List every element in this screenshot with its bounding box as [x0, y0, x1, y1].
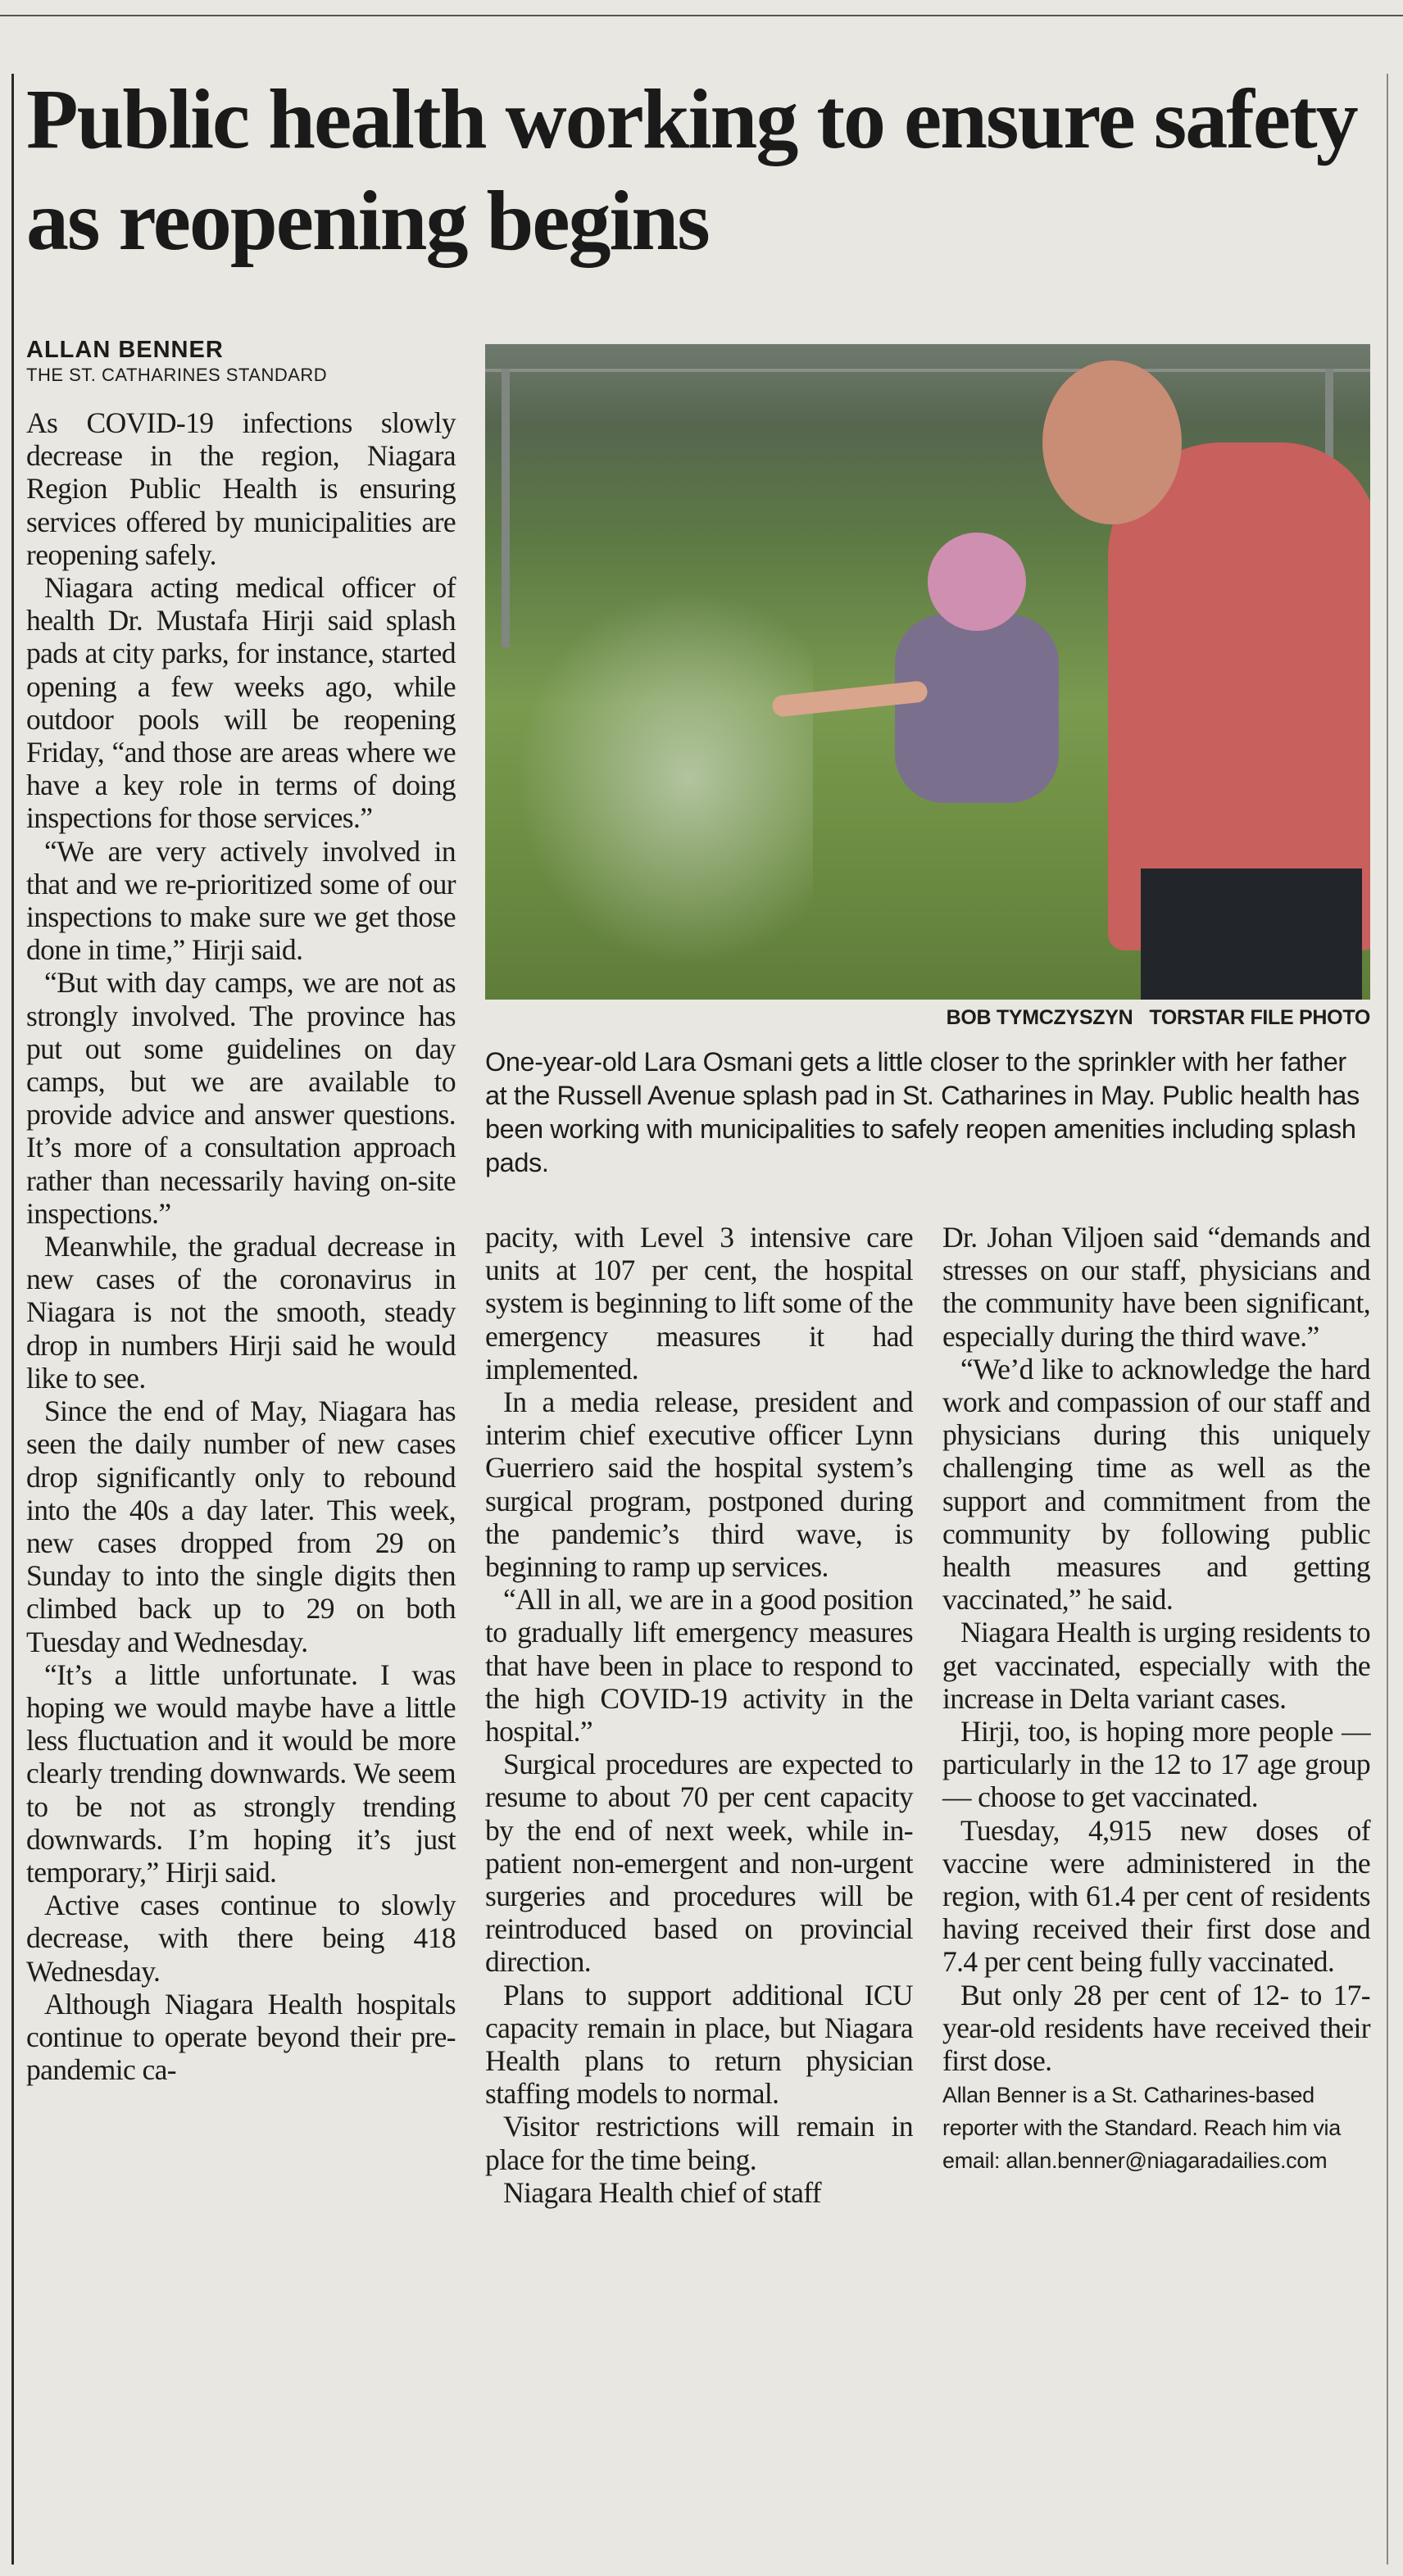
article-column-2	[485, 1221, 913, 2209]
article-paragraph: “All in all, we are in a good position to gradually lift emergency measures that have been in place to respond to the high COVID-19 activity in the hospital.”	[485, 1583, 913, 1748]
article-paragraph: Although Niagara Health hospitals continue to operate beyond their pre-pandemic ca-	[26, 1987, 456, 2087]
article-paragraph: Plans to support additional ICU capacity remain in place, but Niagara Health plans to return physician staffing models to normal.	[485, 1978, 913, 2111]
article-paragraph: Niagara acting medical officer of health Dr. Mustafa Hirji said splash pads at city parks, for instance, started opening a few weeks ago, while outdoor pools will be reopening Friday, “and those are areas where we have a key role in terms of doing inspections for those services.”	[26, 571, 456, 835]
byline-outlet: THE ST. CATHARINES STANDARD	[26, 365, 328, 385]
article-photo	[485, 344, 1370, 1000]
byline	[26, 336, 469, 387]
article-column-3	[942, 1221, 1370, 2177]
photo-child	[895, 615, 1059, 803]
article-paragraph: pacity, with Level 3 intensive care units at 107 per cent, the hospital system is beginning to lift some of the emergency measures it had implemented.	[485, 1221, 913, 1386]
article-paragraph: Active cases continue to slowly decrease, with there being 418 Wednesday.	[26, 1889, 456, 1988]
article-paragraph: As COVID-19 infections slowly decrease in the region, Niagara Region Public Health is ensuring services offered by municipalities are reopening safely.	[26, 406, 456, 571]
article-column-1	[26, 406, 456, 2086]
article-paragraph: “But with day camps, we are not as strongly involved. The province has put out some guidelines on day camps, but we are available to provide advice and answer questions. It’s more of a consultation approach rather than necessarily having on-site inspections.”	[26, 966, 456, 1230]
right-column-rule	[1387, 74, 1388, 2565]
article-paragraph: “We’d like to acknowledge the hard work and compassion of our staff and physicians during this uniquely challenging time as well as the support and commitment from the community by following public health measures and getting vaccinated,” he said.	[942, 1352, 1370, 1617]
top-rule	[0, 15, 1403, 16]
article-paragraph: “We are very actively involved in that and we re-prioritized some of our inspections to make sure we get those done in time,” Hirji said.	[26, 834, 456, 967]
article-paragraph: Since the end of May, Niagara has seen the daily number of new cases drop significantly only to rebound into the 40s a day later. This week, new cases dropped from 29 on Sunday to into the single digits then climbed back up to 29 on both Tuesday and Wednesday.	[26, 1395, 456, 1658]
article-paragraph: Dr. Johan Viljoen said “demands and stresses on our staff, physicians and the community have been significant, especially during the third wave.”	[942, 1221, 1370, 1353]
photo-caption: One-year-old Lara Osmani gets a little closer to the sprinkler with her father at the Russell Avenue splash pad in St. Catharines in May. Public health has been working with municipalities to safely reopen amenities including splash pads.	[485, 1047, 1360, 1177]
byline-author: ALLAN BENNER	[26, 337, 224, 363]
article-paragraph: “It’s a little unfortunate. I was hoping we would maybe have a little less fluctuation and it would be more clearly trending downwards. We seem to be not as strongly trending downwards. I’m hoping it’s just temporary,” Hirji said.	[26, 1658, 456, 1889]
author-bio: Allan Benner is a St. Catharines-based reporter with the Standard. Reach him via email: allan.benner@niagaradailies.com	[942, 2083, 1341, 2174]
photo-father-legs	[1141, 868, 1362, 1000]
left-column-rule	[11, 74, 14, 2565]
article-paragraph: Tuesday, 4,915 new doses of vaccine were administered in the region, with 61.4 per cent of residents having received their first dose and 7.4 per cent being fully vaccinated.	[942, 1813, 1370, 1979]
headline: Public health working to ensure safety as reopening begins	[26, 72, 1357, 268]
photo-father-head	[1042, 361, 1182, 524]
photo-child-hat	[928, 533, 1026, 631]
article-paragraph: Niagara Health is urging residents to get vaccinated, especially with the increase in Delta variant cases.	[942, 1616, 1370, 1715]
article-paragraph: Hirji, too, is hoping more people — particularly in the 12 to 17 age group — choose to get vaccinated.	[942, 1715, 1370, 1814]
article-paragraph: Surgical procedures are expected to resume to about 70 per cent capacity by the end of next week, while in-patient non-emergent and non-urgent surgeries and procedures will be reintroduced based on provincial direction.	[485, 1748, 913, 1979]
article-paragraph: Niagara Health chief of staff	[503, 2175, 822, 2209]
photo-credit-photographer: BOB TYMCZYSZYN	[946, 1006, 1133, 1029]
article-paragraph: In a media release, president and interim chief executive officer Lynn Guerriero said the hospital system’s surgical program, postponed during the pandemic’s third wave, is beginning to ramp up services.	[485, 1386, 913, 1584]
article-paragraph: But only 28 per cent of 12- to 17-year-old residents have received their first dose.	[942, 1978, 1370, 2078]
photo-sprinkler-spray	[502, 574, 813, 983]
photo-fence	[485, 369, 1370, 372]
article-paragraph: Visitor restrictions will remain in place for the time being.	[485, 2110, 913, 2176]
article-paragraph: Meanwhile, the gradual decrease in new cases of the coronavirus in Niagara is not the smooth, steady drop in numbers Hirji said he would like to see.	[26, 1230, 456, 1395]
photo-credit-source: TORSTAR FILE PHOTO	[1149, 1006, 1370, 1029]
photo-credit	[485, 1006, 1370, 1030]
